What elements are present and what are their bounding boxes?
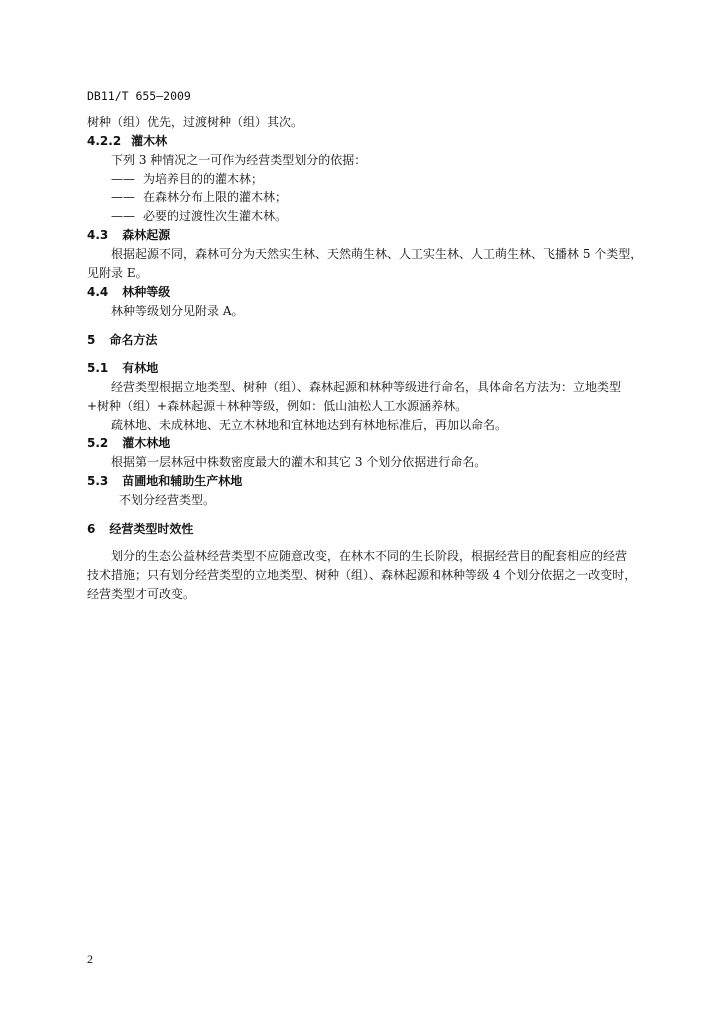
paragraph-line: 林种等级划分见附录 A。 [111,304,244,318]
section-number: 5.3 [87,474,109,488]
list-item [111,172,263,186]
list-item [111,190,287,204]
section-number: 4.3 [87,228,109,242]
section-title: 森林起源 [122,228,171,242]
list-item-text: 在森林分布上限的灌木林； [143,190,288,204]
section-title: 经营类型时效性 [109,522,194,536]
paragraph-line: 根据起源不同，森林可分为天然实生林、天然萌生林、人工实生林、人工萌生林、飞播林 5 个类型， [111,247,643,261]
paragraph-line: +树种（组）+森林起源＋林种等级，例如：低山油松人工水源涵养林。 [87,399,468,413]
section-title: 灌木林地 [122,436,171,450]
section-title: 灌木林 [131,134,168,148]
dash-marker: —— [111,190,135,204]
paragraph-line: 不划分经营类型。 [119,493,216,507]
section-heading-5-3 [87,474,242,488]
paragraph-line: 划分的生态公益林经营类型不应随意改变，在林木不同的生长阶段，根据经营目的配套相应的经营 [111,549,628,563]
list-item-text: 必要的过渡性次生灌木林。 [143,209,288,223]
section-heading-4-4 [87,285,170,299]
section-number: 5.1 [87,361,109,375]
paragraph-line: 经营类型根据立地类型、树种（组）、森林起源和林种等级进行命名，具体命名方法为：立地类型 [111,380,622,394]
section-heading-4-2-2 [87,134,167,148]
paragraph-line: 见附录 E。 [87,266,148,280]
paragraph-continuation: 树种（组）优先，过渡树种（组）其次。 [87,115,304,129]
paragraph-line: 技术措施；只有划分经营类型的立地类型、树种（组）、森林起源和林种等级 4 个划分依据之一改变时， [87,568,637,582]
section-heading-4-3 [87,228,170,242]
section-heading-5 [87,333,157,347]
section-number: 4.2.2 [87,134,122,148]
list-item [111,209,287,223]
section-number: 6 [87,522,96,536]
paragraph-line: 经营类型才可改变。 [87,587,196,601]
paragraph-line: 疏林地、未成林地、无立木林地和宜林地达到有林地标准后，再加以命名。 [111,418,508,432]
section-heading-6 [87,522,193,536]
section-title: 苗圃地和辅助生产林地 [122,474,243,488]
section-number: 5 [87,333,96,347]
section-title: 林种等级 [122,285,171,299]
paragraph-intro: 下列 3 种情况之一可作为经营类型划分的依据： [111,153,367,167]
dash-marker: —— [111,172,135,186]
list-item-text: 为培养目的的灌木林； [143,172,264,186]
paragraph-line: 根据第一层林冠中株数密度最大的灌木和其它 3 个划分依据进行命名。 [111,455,487,469]
section-number: 4.4 [87,285,109,299]
page-number: 2 [87,952,93,966]
section-title: 有林地 [122,361,159,375]
dash-marker: —— [111,209,135,223]
document-code-header: DB11/T 655—2009 [87,89,191,103]
section-title: 命名方法 [109,333,158,347]
section-number: 5.2 [87,436,109,450]
section-heading-5-2 [87,436,170,450]
section-heading-5-1 [87,361,158,375]
